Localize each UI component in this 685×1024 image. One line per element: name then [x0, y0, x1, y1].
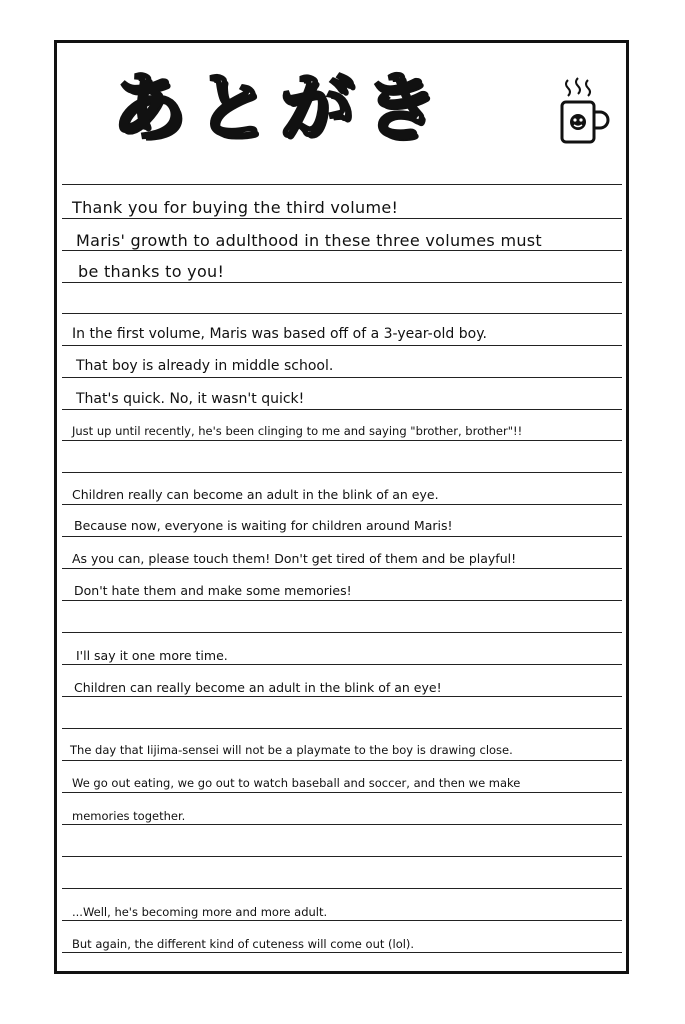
text-line: The day that Iijima-sensei will not be a playmate to the boy is drawing close.: [70, 743, 513, 757]
text-line: In the first volume, Maris was based off of a 3-year-old boy.: [72, 326, 487, 342]
text-line: I'll say it one more time.: [76, 648, 228, 663]
text-line: That boy is already in middle school.: [76, 358, 334, 374]
text-line: memories together.: [72, 809, 186, 823]
text-line: Just up until recently, he's been clinging to me and saying "brother, brother"!!: [72, 424, 523, 438]
ruled-line: [62, 888, 622, 889]
ruled-line: [62, 409, 622, 410]
text-line: Thank you for buying the third volume!: [72, 198, 399, 217]
ruled-line: [62, 218, 622, 219]
text-line: But again, the different kind of cuteness will come out (lol).: [72, 937, 415, 951]
ruled-line: [62, 696, 622, 697]
ruled-line: [62, 728, 622, 729]
ruled-line: [62, 313, 622, 314]
ruled-line: [62, 824, 622, 825]
ruled-line: [62, 377, 622, 378]
coffee-mug-icon: [556, 70, 612, 150]
ruled-line: [62, 600, 622, 601]
ruled-line: [62, 856, 622, 857]
page-title: あとがき: [112, 65, 448, 151]
text-line: Children really can become an adult in the blink of an eye.: [72, 487, 439, 502]
ruled-line: [62, 568, 622, 569]
text-line: As you can, please touch them! Don't get tired of them and be playful!: [72, 551, 517, 566]
text-line: That's quick. No, it wasn't quick!: [76, 391, 305, 407]
text-line: Children can really become an adult in the blink of an eye!: [74, 680, 442, 695]
ruled-line: [62, 282, 622, 283]
ruled-line: [62, 184, 622, 185]
ruled-line: [62, 440, 622, 441]
ruled-line: [62, 632, 622, 633]
ruled-line: [62, 504, 622, 505]
ruled-line: [62, 536, 622, 537]
ruled-line: [62, 472, 622, 473]
page-frame: [54, 40, 629, 974]
text-line: Don't hate them and make some memories!: [74, 583, 352, 598]
ruled-line: [62, 792, 622, 793]
text-line: be thanks to you!: [78, 262, 225, 281]
ruled-line: [62, 664, 622, 665]
text-line: Maris' growth to adulthood in these three volumes must: [76, 231, 542, 250]
text-line: Because now, everyone is waiting for children around Maris!: [74, 518, 453, 533]
ruled-line: [62, 345, 622, 346]
ruled-line: [62, 250, 622, 251]
text-line: ...Well, he's becoming more and more adult.: [72, 905, 328, 919]
text-line: We go out eating, we go out to watch baseball and soccer, and then we make: [72, 776, 521, 790]
ruled-line: [62, 920, 622, 921]
ruled-line: [62, 760, 622, 761]
ruled-line: [62, 952, 622, 953]
